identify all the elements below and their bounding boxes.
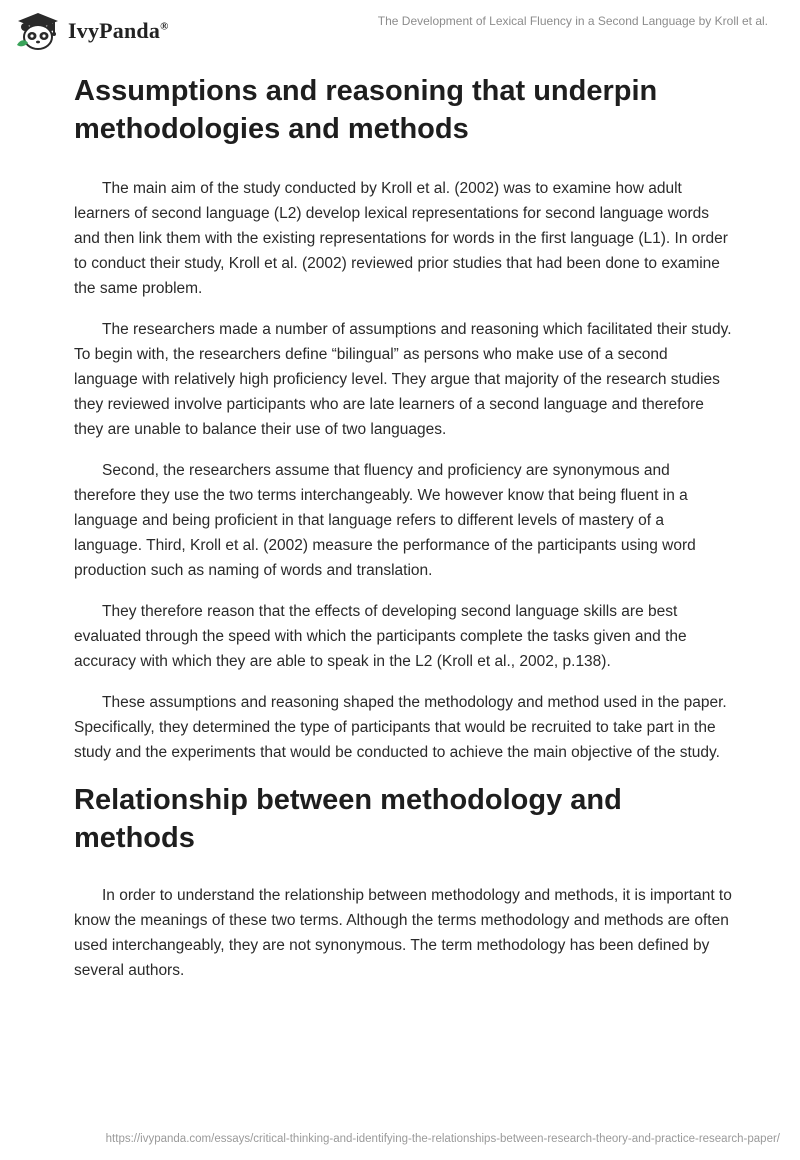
paragraph: These assumptions and reasoning shaped the methodology and method used in the paper. Specifically, they determined the type of participants that would be recruited to take part in the study and the experiments that would be conducted to achieve the main objective of the study. (74, 694, 727, 761)
essay-content (74, 70, 734, 999)
section-heading-relationship: Relationship between methodology and methods (74, 784, 622, 854)
document-title: The Development of Lexical Fluency in a Second Language by Kroll et al. (377, 14, 768, 28)
paragraph: The main aim of the study conducted by Kroll et al. (2002) was to examine how adult learners of second language (L2) develop lexical representations for second language words and then link them with the existing representations for words in the first language (L1). In order to conduct their study, Kroll et al. (2002) reviewed prior studies that had been done to examine the same problem. (74, 180, 728, 297)
section-heading-assumptions: Assumptions and reasoning that underpin methodologies and methods (74, 75, 658, 145)
source-url-link[interactable]: https://ivypanda.com/essays/critical-thinking-and-identifying-the-relationships-between-research-theory-and-practice-research-paper/ (105, 1133, 780, 1145)
paragraph: The researchers made a number of assumptions and reasoning which facilitated their study. To begin with, the researchers define “bilingual” as persons who make use of a second language with relatively high proficiency level. They argue that majority of the research studies they reviewed involve participants who are late learners of a second language and therefore they are unable to balance their use of two languages. (74, 321, 732, 438)
paragraph: In order to understand the relationship between methodology and methods, it is important to know the meanings of these two terms. Although the terms methodology and methods are often used interchangeably, they are not synonymous. The term methodology has been defined by several authors. (74, 887, 732, 979)
brand-logo[interactable] (14, 10, 169, 52)
brand-name: IvyPanda® (68, 18, 169, 43)
paragraph: They therefore reason that the effects of developing second language skills are best evaluated through the speed with which the participants complete the tasks given and the accuracy with which they are able to speak in the L2 (Kroll et al., 2002, p.138). (74, 603, 687, 670)
panda-graduate-icon (14, 11, 62, 51)
paragraph: Second, the researchers assume that fluency and proficiency are synonymous and therefore they use the two terms interchangeably. We however know that being fluent in a language and being proficient in that language refers to different levels of mastery of a language. Third, Kroll et al. (2002) measure the performance of the participants using word production such as naming of words and translation. (74, 462, 696, 579)
